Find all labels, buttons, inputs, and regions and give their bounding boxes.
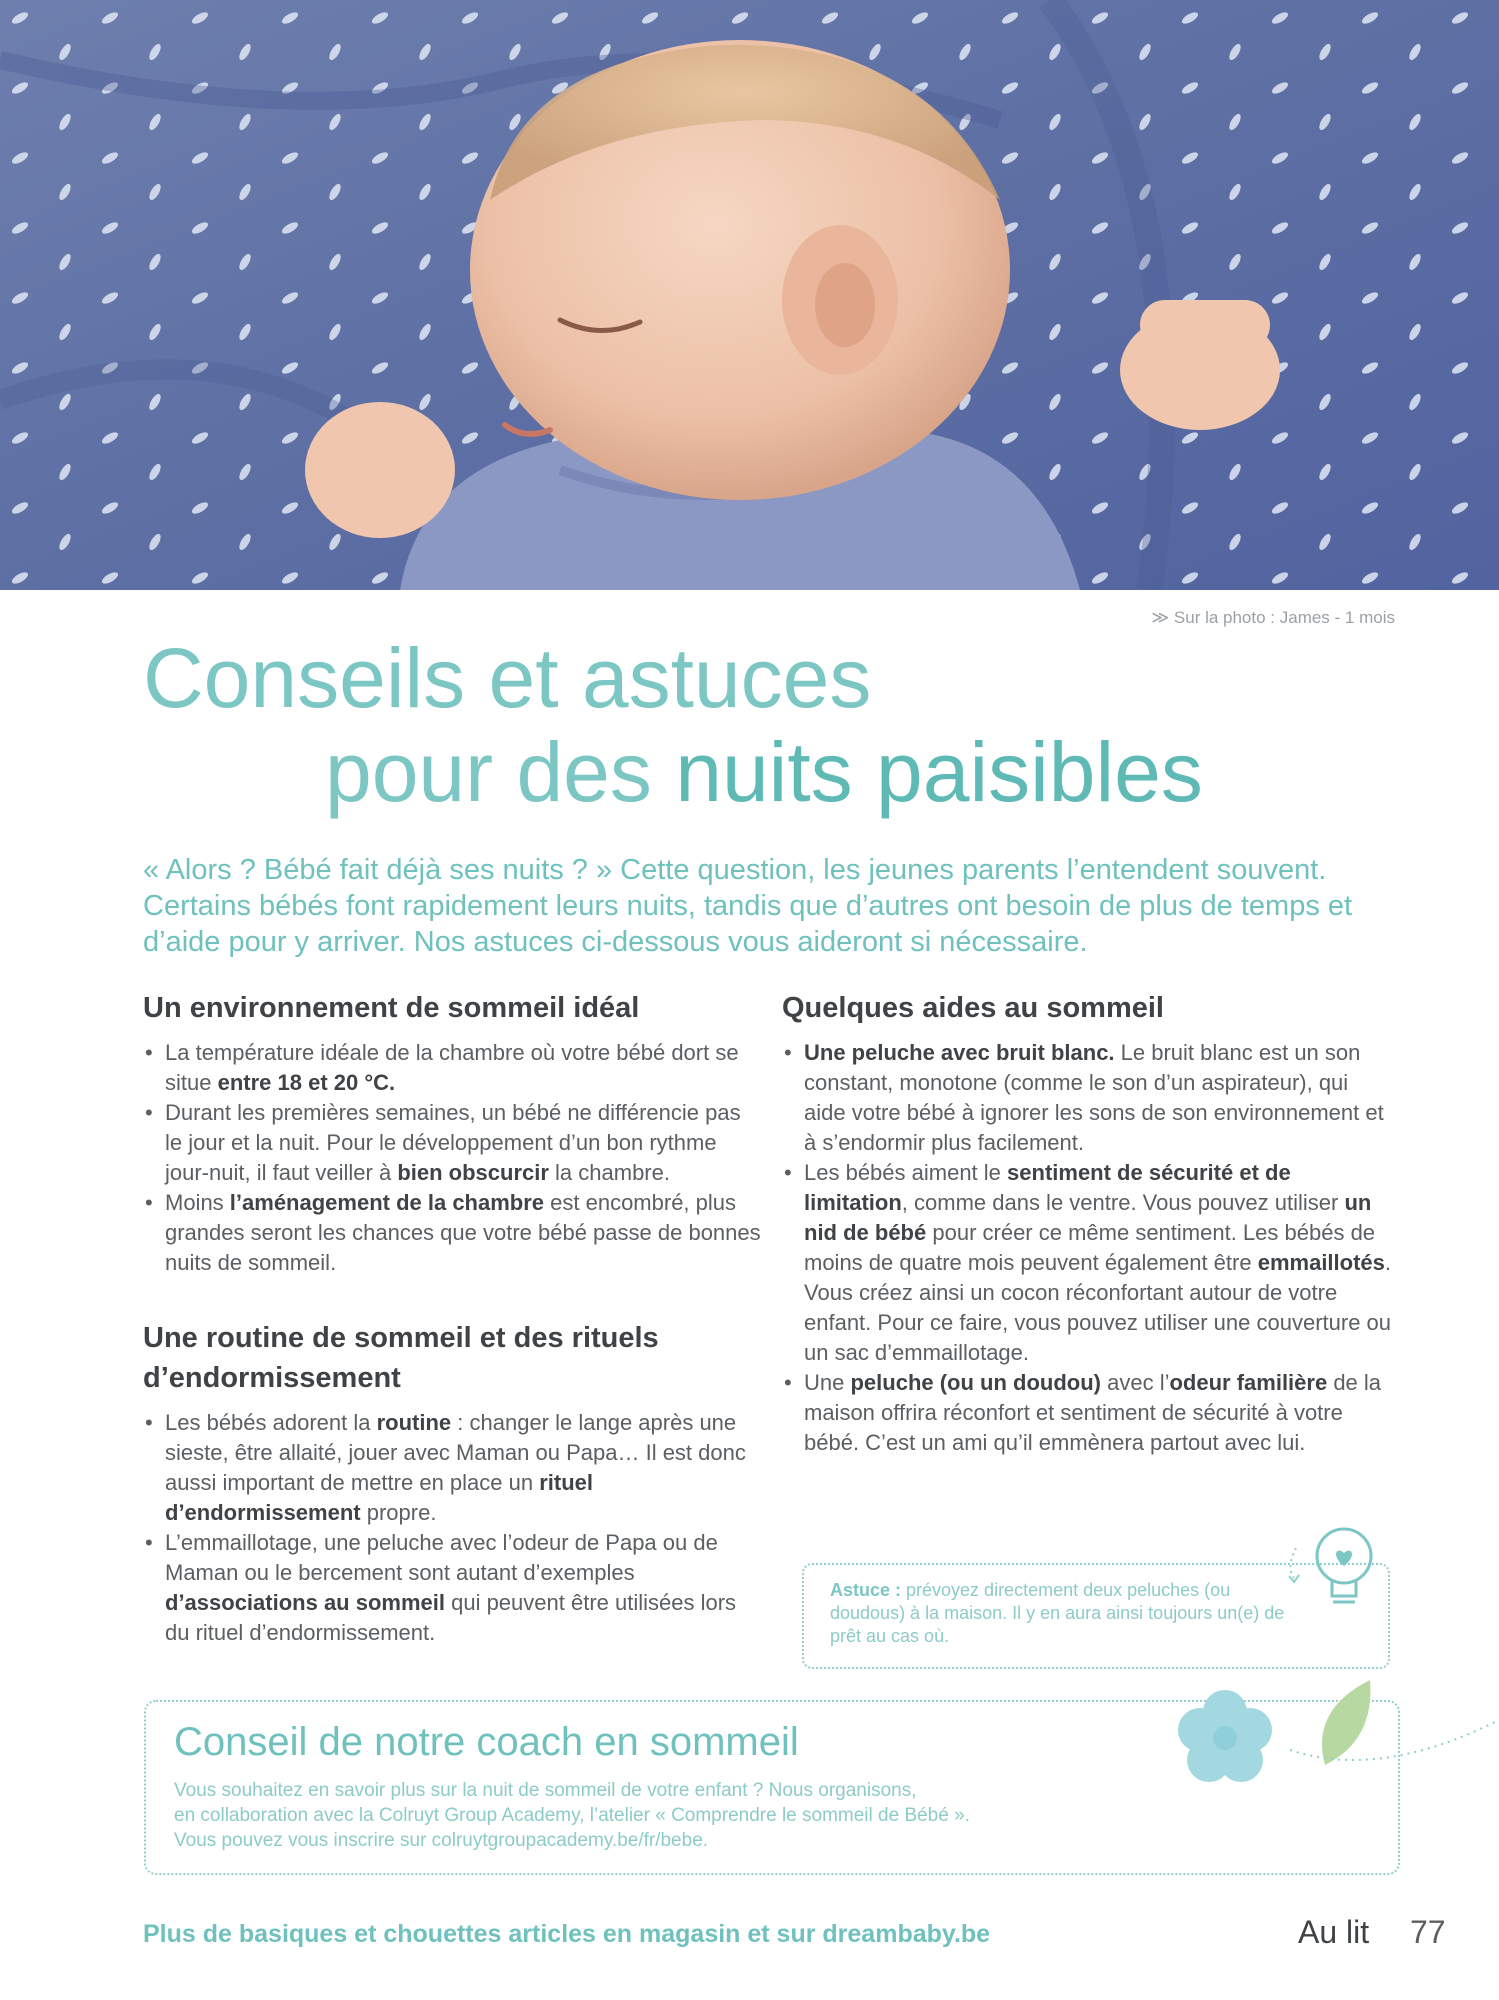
page-title-light: pour des	[325, 725, 676, 819]
footer-promo: Plus de basiques et chouettes articles en magasin et sur dreambaby.be	[143, 1920, 991, 1948]
intro-paragraph: « Alors ? Bébé fait déjà ses nuits ? » Cette question, les jeunes parents l’entendent souvent. Certains bébés font rapidement leurs nuits, tandis que d’autres ont besoin de plus de temps et d’aide pour y arriver. Nos astuces ci-dessous vous aideront si nécessaire.	[143, 854, 1353, 958]
tip-label: Astuce :	[830, 1580, 902, 1600]
photo-caption: ≫ Sur la photo : James - 1 mois	[1151, 608, 1395, 627]
coach-title: Conseil de notre coach en sommeil	[174, 1720, 799, 1764]
list-item: • Durant les premières semaines, un bébé ne différencie pas le jour et la nuit. Pour le développement d’un bon rythme jour-nuit, il faut veiller à bien obscurcir la chambre.	[143, 1098, 763, 1188]
section-title-environment: Un environnement de sommeil idéal	[143, 992, 640, 1024]
tip-text: prévoyez directement deux peluches (ou doudous) à la maison. Il y en aura ainsi toujours un(e) de prêt au cas où.	[830, 1580, 1285, 1646]
list-item: • Les bébés aiment le sentiment de sécurité et de limitation, comme dans le ventre. Vous pouvez utiliser un nid de bébé pour créer ce même sentiment. Les bébés de moins de quatre mois peuvent également être emmaillotés. Vous créez ainsi un cocon réconfortant autour de votre enfant. Pour ce faire, vous pouvez utiliser une couverture ou un sac d’emmaillotage.	[782, 1158, 1394, 1368]
list-item: • Une peluche (ou un doudou) avec l’odeur familière de la maison offrira réconfort et sentiment de sécurité à votre bébé. C’est un ami qu’il emmènera partout avec lui.	[782, 1368, 1394, 1458]
list-item: • L’emmaillotage, une peluche avec l’odeur de Papa ou de Maman ou le bercement sont autant d’exemples d’associations au sommeil qui peuvent être utilisées lors du rituel d’endormissement.	[143, 1528, 763, 1648]
environment-list	[143, 1038, 763, 1278]
list-item: • Moins l’aménagement de la chambre est encombré, plus grandes seront les chances que votre bébé passe de bonnes nuits de sommeil.	[143, 1188, 763, 1278]
list-item: • Les bébés adorent la routine : changer le lange après une sieste, être allaité, jouer avec Maman ou Papa… Il est donc aussi important de mettre en place un rituel d’endormissement propre.	[143, 1408, 763, 1528]
section-title-aids: Quelques aides au sommeil	[782, 992, 1164, 1024]
decoration	[1160, 1670, 1499, 1795]
right-column	[782, 988, 1394, 1458]
coach-text-line: Vous pouvez vous inscrire sur colruytgroupacademy.be/fr/bebe.	[174, 1830, 709, 1851]
aids-list	[782, 1038, 1394, 1458]
left-column	[143, 988, 763, 1648]
coach-text-line: Vous souhaitez en savoir plus sur la nuit de sommeil de votre enfant ? Nous organisons,	[174, 1780, 917, 1801]
footer-section-label: Au lit	[1298, 1914, 1370, 1950]
page-title-line-2	[325, 725, 1203, 819]
section-title-routine: Une routine de sommeil et des rituels d’endormissement	[143, 1322, 659, 1394]
leaf-icon	[1322, 1680, 1370, 1765]
page-number: 77	[1410, 1914, 1446, 1950]
page-title-line-1: Conseils et astuces	[143, 631, 872, 725]
flower-icon	[1178, 1690, 1272, 1782]
list-item: • La température idéale de la chambre où votre bébé dort se situe entre 18 et 20 °C.	[143, 1038, 763, 1098]
page-title-highlight: nuits paisibles	[675, 725, 1203, 819]
coach-text-line: en collaboration avec la Colruyt Group Academy, l’atelier « Comprendre le sommeil de Bébé ».	[174, 1805, 970, 1826]
hero-photo	[0, 0, 1499, 590]
routine-list	[143, 1408, 763, 1648]
list-item: • Une peluche avec bruit blanc. Le bruit blanc est un son constant, monotone (comme le son d’un aspirateur), qui aide votre bébé à ignorer les sons de son environnement et à s’endormir plus facilement.	[782, 1038, 1394, 1158]
lightbulb-heart-icon	[1286, 1518, 1386, 1633]
